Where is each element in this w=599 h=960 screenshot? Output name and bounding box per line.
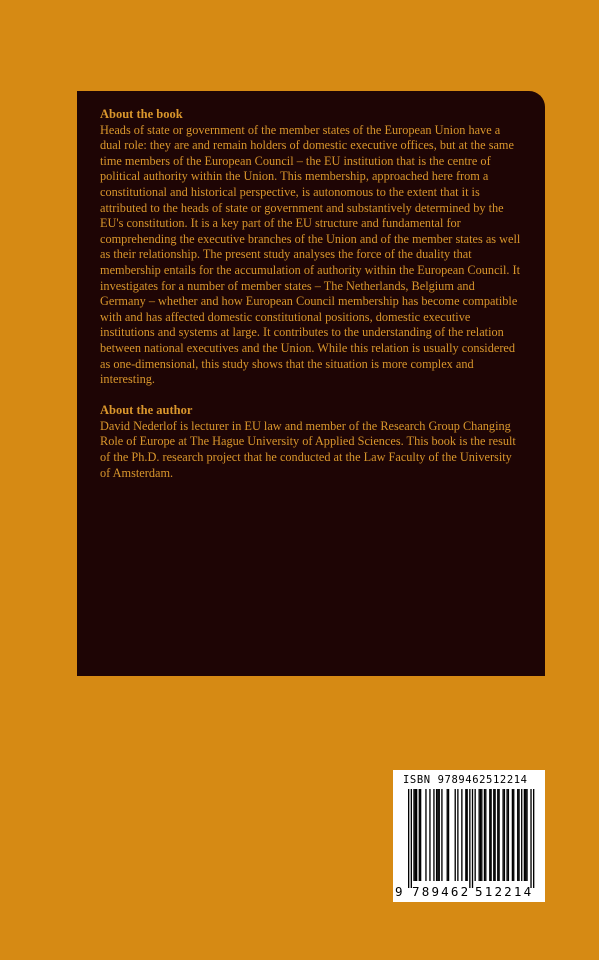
barcode-bar <box>502 789 503 881</box>
barcode-bar <box>465 789 466 881</box>
barcode-bar <box>413 789 414 881</box>
barcode-bar <box>447 789 448 881</box>
barcode-bar <box>512 789 513 881</box>
barcode-bar <box>408 789 409 888</box>
barcode-bar <box>504 789 505 881</box>
barcode-bar <box>526 789 527 881</box>
barcode-bar <box>469 789 470 888</box>
barcode-bar <box>433 789 434 881</box>
section-spacer <box>100 388 522 404</box>
barcode-bar <box>472 789 473 888</box>
barcode-bar <box>521 789 522 881</box>
barcode-bar <box>513 789 514 881</box>
barcode-bar <box>441 789 442 881</box>
barcode-bar <box>461 789 462 881</box>
barcode-bar <box>436 789 437 881</box>
barcode-bar <box>525 789 526 881</box>
barcode-bar <box>530 789 531 888</box>
barcode-bar <box>490 789 491 881</box>
barcode-digit-first: 9 <box>395 884 405 899</box>
barcode-bar <box>439 789 440 881</box>
barcode-bar <box>475 789 476 881</box>
barcode-digits-right: 512214 <box>475 884 534 899</box>
barcode-bar <box>455 789 456 881</box>
barcode-bar <box>448 789 449 881</box>
barcode-bar <box>467 789 468 881</box>
barcode-bar <box>415 789 416 881</box>
barcode-bar <box>498 789 499 881</box>
barcode-bar <box>457 789 458 881</box>
barcode-bar <box>506 789 507 881</box>
barcode-bar <box>484 789 485 881</box>
barcode-digits-left: 789462 <box>412 884 471 899</box>
isbn-barcode <box>393 770 545 902</box>
barcode-bar <box>518 789 519 881</box>
barcode-bar <box>517 789 518 881</box>
barcode-bar <box>493 789 494 881</box>
about-author-text: David Nederlof is lecturer in EU law and member of the Research Group Changing Role of Europe at The Hague University of Applied Sciences. This book is the result of the Ph.D. research project that he conducted at the Law Faculty of the University of Amsterdam. <box>100 418 516 480</box>
barcode-bar <box>429 789 430 881</box>
barcode-bar <box>533 789 534 888</box>
barcode-bar <box>425 789 426 881</box>
barcode-bar <box>508 789 509 881</box>
barcode-bar <box>420 789 421 881</box>
barcode-bar <box>485 789 486 881</box>
barcode-bar <box>489 789 490 881</box>
barcode-bar <box>481 789 482 881</box>
isbn-label: ISBN 9789462512214 <box>403 774 528 786</box>
about-book-heading: About the book <box>100 107 183 121</box>
barcode-bar <box>416 789 417 881</box>
about-book-text: Heads of state or government of the member states of the European Union have a dual role: they are and remain holders of domestic executive offices, but at the same time members of the European Council – the EU institution that is the centre of political authority within the Union. This membership, approached here from a constitutional and historical perspective, is autonomous to the extent that it is attributed to the heads of state or government and substantively determined by the EU's constitution. It is a key part of the EU structure and fundamental for comprehending the executive branches of the Union and of the member states as well as their relationship. The present study analyses the force of the duality that membership entails for the accumulation of authority within the European Council. It investigates for a number of member states – The Netherlands, Belgium and Germany – whether and how European Council membership has become compatible with and has affected domestic constitutional positions, domestic executive institutions and systems at large. It contributes to the understanding of the relation between national executives and the Union. While this relation is usually considered as one-dimensional, this study shows that the situation is more complex and interesting. <box>100 122 521 387</box>
barcode-bar <box>480 789 481 881</box>
barcode-bar <box>497 789 498 881</box>
barcode-bar <box>419 789 420 881</box>
barcode-bars <box>393 770 545 902</box>
barcode-bar <box>437 789 438 881</box>
barcode-bar <box>524 789 525 881</box>
barcode-bar <box>494 789 495 881</box>
barcode-bar <box>411 789 412 888</box>
back-cover-text-panel <box>77 91 545 676</box>
barcode-bar <box>478 789 479 881</box>
about-author-heading: About the author <box>100 403 193 418</box>
